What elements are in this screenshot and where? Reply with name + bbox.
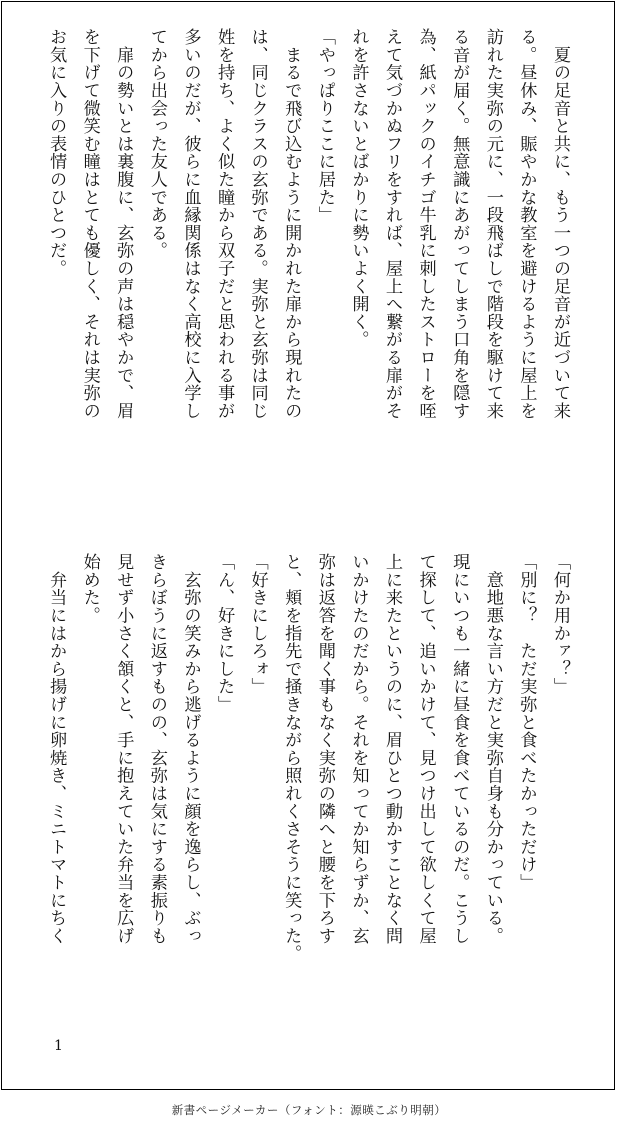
text-column: と、頬を指先で掻きながら照れくさそうに笑った。 xyxy=(281,553,302,963)
text-column: 見せず小さく頷くと、手に抱えていた弁当を広げ xyxy=(113,553,134,945)
text-column: 現にいつも一緒に昼食を食べているのだ。こうし xyxy=(449,553,470,945)
text-column: きらぼうに返すものの、玄弥は気にする素振りも xyxy=(146,553,167,945)
text-column: えて気づかぬフリをすれば、屋上へ繋がる扉がそ xyxy=(382,28,403,420)
text-column: は、同じクラスの玄弥である。実弥と玄弥は同じ xyxy=(247,28,268,420)
text-column: 上に来たというのに、眉ひとつ動かすことなく問 xyxy=(382,553,403,945)
text-column: 「やっぱりここに居た」 xyxy=(314,28,335,224)
text-column: 始めた。 xyxy=(79,553,100,625)
text-column: てから出会った友人である。 xyxy=(146,28,167,260)
text-column: 弥は返答を聞く事もなく実弥の隣へと腰を下ろす xyxy=(314,553,335,945)
text-column: 意地悪な言い方だと実弥自身も分かっている。 xyxy=(482,553,503,945)
text-column: 扉の勢いとは裏腹に、玄弥の声は穏やかで、眉 xyxy=(113,28,134,420)
page-number: 1 xyxy=(54,1038,63,1054)
text-column: 夏の足音と共に、もう一つの足音が近づいて来 xyxy=(550,28,570,420)
text-column: 為、紙パックのイチゴ牛乳に刺したストローを咥 xyxy=(415,28,436,420)
text-column: 「ん、好きにした」 xyxy=(214,553,235,714)
text-column: お気に入りの表情のひとつだ。 xyxy=(46,28,67,278)
text-column: 「何か用かァ？」 xyxy=(550,553,570,696)
text-column: 訪れた実弥の元に、一段飛ばしで階段を駆けて来 xyxy=(482,28,503,420)
text-column: 多いのだが、彼らに血縁関係はなく高校に入学し xyxy=(180,28,201,420)
text-column: 「好きにしろォ」 xyxy=(247,553,268,696)
text-column: れを許さないとばかりに勢いよく開く。 xyxy=(348,28,369,349)
text-column: いかけたのだから。それを知ってか知らずか、玄 xyxy=(348,553,369,945)
text-column: る。昼休み、賑やかな教室を避けるように屋上を xyxy=(516,28,537,420)
text-column: 弁当にはから揚げに卵焼き、ミニトマトにちく xyxy=(46,553,67,945)
text-column: る音が届く。無意識にあがってしまう口角を隠す xyxy=(449,28,470,420)
text-column: まるで飛び込むように開かれた扉から現れたの xyxy=(281,28,302,420)
text-column: 姓を持ち、よく似た瞳から双子だと思われる事が xyxy=(214,28,235,420)
footer-credit: 新書ページメーカー（フォント：源暎こぶり明朝） xyxy=(171,1103,447,1117)
text-column: 玄弥の笑みから逃げるように顔を逸らし、ぶっ xyxy=(180,553,201,945)
text-column: 「別に？ ただ実弥と食べたかっただけ」 xyxy=(516,553,537,892)
text-column: を下げて微笑む瞳はとても優しく、それは実弥の xyxy=(79,28,100,420)
text-block-bottom xyxy=(39,553,577,1033)
text-column: て探して、追いかけて、見つけ出して欲しくて屋 xyxy=(415,553,436,945)
text-block-top xyxy=(39,28,577,508)
manuscript-page xyxy=(1,1,615,1090)
